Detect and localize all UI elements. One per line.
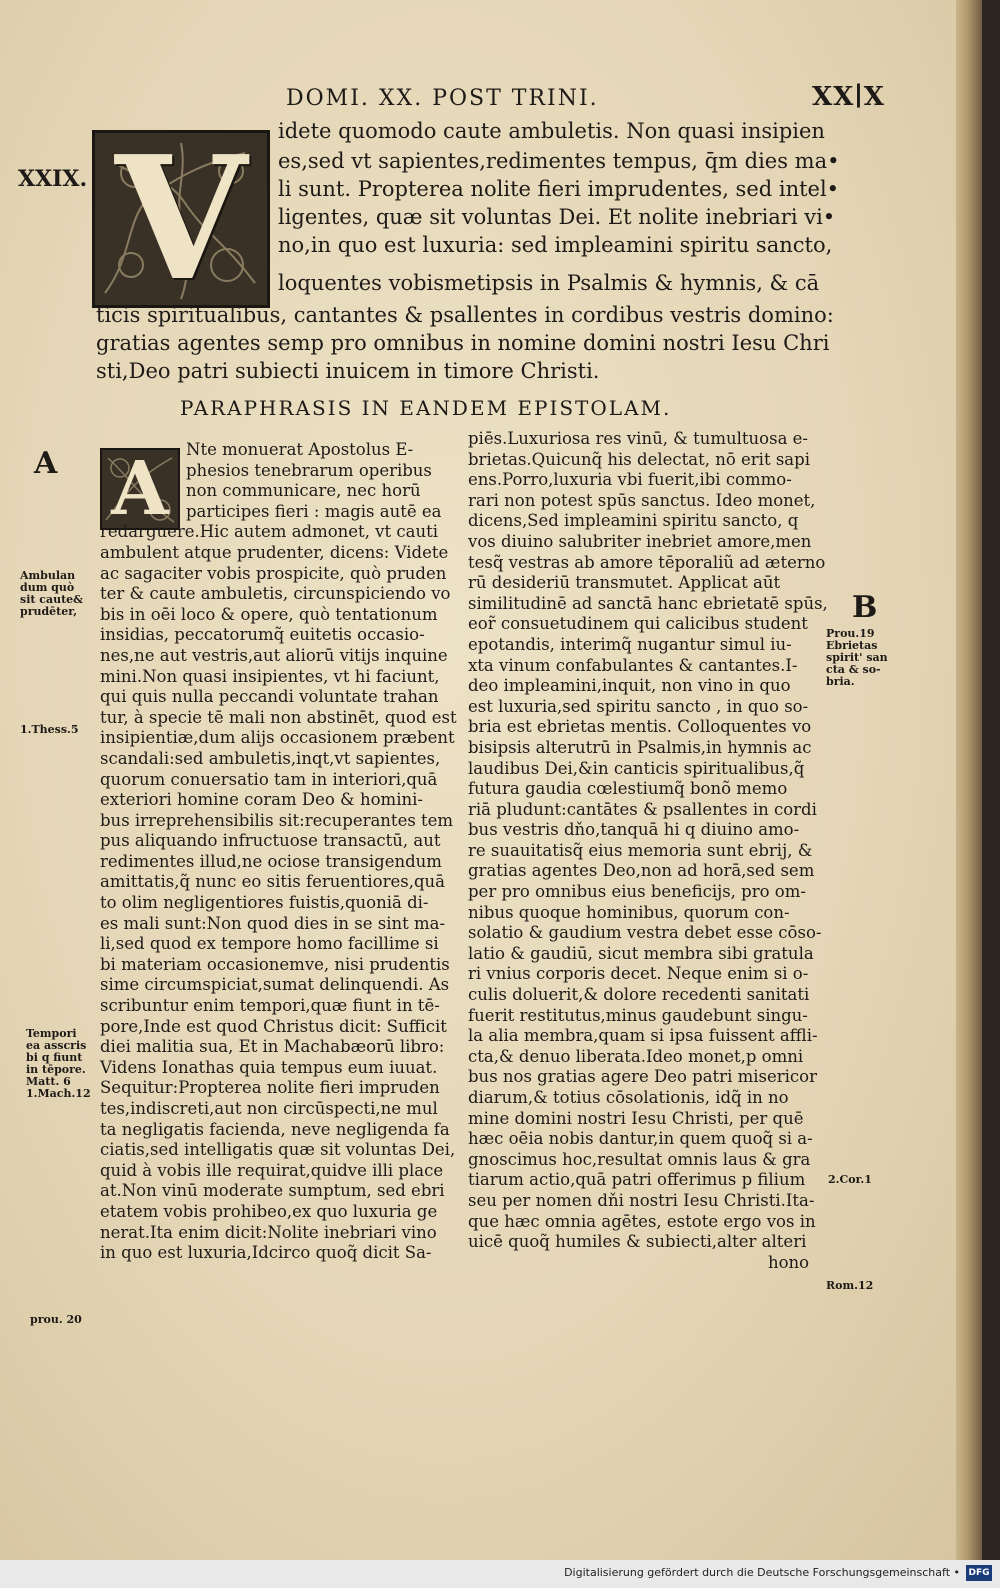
text-line: quorum conuersatio tam in interiori,quā	[100, 769, 438, 789]
epistle-line-4: ligentes, quæ sit voluntas Dei. Et nolite inebriari vi•	[278, 205, 836, 229]
funding-credit: Digitalisierung gefördert durch die Deutsche Forschungsgemeinschaft •	[564, 1566, 960, 1579]
text-line: es mali sunt:Non quod dies in se sint ma-	[100, 913, 446, 933]
text-line: uicē quoq̃ humiles & subiecti,alter alteri	[468, 1232, 807, 1252]
text-line: diarum,& totius cōsolationis, idq̃ in no	[468, 1088, 789, 1107]
text-line: in quo est luxuria,Idcirco quoq̃ dicit Sa-	[100, 1243, 432, 1263]
text-line: vos diuino salubriter inebriet amore,men	[468, 531, 812, 551]
text-line: insidias, peccatorumq̃ euitetis occasio-	[100, 625, 425, 645]
text-line: scandali:sed ambuletis,inqt,vt sapientes,	[100, 748, 441, 768]
text-line: pore,Inde est quod Christus dicit: Sufficit	[100, 1016, 447, 1036]
epistle-line-9: sti,Deo patri subiecti inuicem in timore Christi.	[96, 359, 600, 383]
text-line: est luxuria,sed spiritu sancto , in quo so-	[468, 696, 809, 716]
text-line: bria est ebrietas mentis. Colloquentes vo	[468, 717, 812, 737]
text-line: insipientiæ,dum alijs occasionem præbent	[100, 728, 455, 748]
text-line: ens.Porro,luxuria vbi fuerit,ibi commo-	[468, 470, 792, 490]
marginal-note-rom12: Rom.12	[826, 1279, 874, 1292]
text-line: Sequitur:Propterea nolite fieri impruden	[100, 1078, 440, 1098]
epistle-line-2: es,sed vt sapientes,redimentes tempus, q̄m dies ma•	[278, 149, 840, 173]
text-line: ambulent atque prudenter, dicens: Videte	[100, 542, 449, 562]
text-line: futura gaudia cœlestiumq̃ bonõ memo	[468, 779, 788, 799]
text-line: redarguere.Hic autem admonet, vt cauti	[100, 522, 438, 542]
text-line: tesq̃ vestras ab amore tēporaliũ ad æterno	[468, 552, 826, 572]
text-line: deo impleamini,inquit, non vino in quo	[468, 676, 791, 696]
decorated-initial-v	[92, 130, 270, 308]
text-line: piēs.Luxuriosa res vinū, & tumultuosa e-	[468, 429, 809, 448]
marginal-note-prou19: Prou.19 Ebrietas spirit' san cta & so- bria.	[826, 627, 888, 688]
text-line: bus irreprehensibilis sit:recuperantes tem	[100, 810, 454, 830]
epistle-line-7: ticis spiritualibus, cantantes & psallentes in cordibus vestris domino:	[96, 303, 834, 327]
text-line: eor̃ consuetudinem qui calicibus student	[468, 614, 808, 634]
epistle-line-8: gratias agentes semp pro omnibus in nomine domini nostri Iesu Chri	[96, 331, 830, 355]
text-line: qui quis nulla peccandi voluntate trahan	[100, 687, 439, 707]
text-line: culis doluerit,& dolore recedenti sanitati	[468, 985, 810, 1005]
text-line: mine domini nostri Iesu Christi, per quē	[468, 1108, 804, 1128]
text-line: gnoscimus hoc,resultat omnis laus & gra	[468, 1149, 811, 1169]
text-line: rari non potest spūs sanctus. Ideo monet,	[468, 490, 816, 510]
text-line: phesios tenebrarum operibus	[186, 460, 432, 480]
paraphrase-right-column	[468, 429, 828, 1273]
section-number: XXIX.	[18, 166, 88, 192]
text-line: la alia membra,quam si ipsa fuissent affli-	[468, 1026, 818, 1046]
text-line: ri vnius corporis decet. Neque enim si o-	[468, 964, 809, 984]
text-line: pus aliquando infructuose transactū, aut	[100, 831, 441, 851]
text-line: nibus quoque hominibus, quorum con-	[468, 902, 790, 922]
drop-cap-letter: A	[111, 448, 169, 530]
margin-letter-a: A	[34, 446, 58, 481]
text-line: gratias agentes Deo,non ad horā,sed sem	[468, 861, 815, 881]
dfg-logo: DFG	[966, 1565, 992, 1581]
folio-number: XX∣X	[812, 82, 885, 112]
text-line: ter & caute ambuletis, circunspiciendo vo	[100, 584, 451, 604]
text-line: bisipsis alterutrū in Psalmis,in hymnis ac	[468, 737, 812, 757]
text-line: tur, à specie tē mali non abstinēt, quod est	[100, 707, 457, 727]
text-line: cta,& denuo liberata.Ideo monet,p omni	[468, 1046, 804, 1066]
text-line: riā pludunt:cantātes & psallentes in cordi	[468, 799, 817, 819]
text-line: similitudinē ad sanctā hanc ebrietatē spūs,	[468, 593, 828, 613]
text-line: xta vinum confabulantes & cantantes.I-	[468, 655, 798, 675]
text-line: amittatis,q̃ nunc eo sitis feruentiores,quā	[100, 872, 445, 892]
text-line: latio & gaudiū, sicut membra sibi gratula	[468, 943, 814, 963]
text-line: redimentes illud,ne ociose transigendum	[100, 851, 442, 871]
text-line: bus nos gratias agere Deo patri misericor	[468, 1067, 817, 1087]
text-line: ta negligatis facienda, neve negligenda fa	[100, 1119, 450, 1139]
text-line: nes,ne aut vestris,aut aliorū vitijs inquine	[100, 645, 448, 665]
text-line: to olim negligentiores fuistis,quoniā di-	[100, 893, 429, 913]
text-line: nerat.Ita enim dicit:Nolite inebriari vino	[100, 1222, 437, 1242]
text-line: bis in oēi loco & opere, quò tentationum	[100, 604, 438, 624]
text-line: diei malitia sua, Et in Machabæorū libro:	[100, 1037, 445, 1057]
text-line: dicens,Sed impleamini spiritu sancto, q	[468, 511, 799, 531]
text-line: mini.Non quasi insipientes, vt hi faciunt,	[100, 666, 440, 686]
text-line: fuerit restitutus,minus gaudebunt singu-	[468, 1005, 808, 1025]
text-line: re suauitatisq̃ eius memoria sunt ebrij, &	[468, 840, 813, 860]
digitization-footer	[0, 1560, 1000, 1588]
marginal-note-ambulandum: Ambulan dum quò sit caute& prudēter,	[20, 569, 84, 618]
marginal-note-thess: 1.Thess.5	[20, 723, 79, 736]
text-line: brietas.Quicunq̃ his delectat, nō erit sapi	[468, 449, 810, 469]
running-title: DOMI. XX. POST TRINI.	[286, 86, 599, 111]
text-line: sime circumspiciat,sumat delinquendi. As	[100, 975, 450, 995]
text-line: li,sed quod ex tempore homo facillime si	[100, 934, 439, 954]
text-line: Nte monuerat Apostolus E-	[186, 440, 414, 459]
text-line: bus vestris dňo,tanquā hi q diuino amo-	[468, 820, 800, 840]
text-line: solatio & gaudium vestra debet esse cōso-	[468, 923, 822, 943]
page-edge-shadow	[956, 0, 982, 1560]
drop-cap-letter: V	[115, 130, 247, 308]
text-line: que hæc omnia agētes, estote ergo vos in	[468, 1211, 816, 1231]
text-line: bi materiam occasionemve, nisi prudentis	[100, 954, 450, 974]
text-line: hono	[768, 1252, 810, 1272]
text-line: hæc oēia nobis dantur,in quem quoq̃ si a-	[468, 1129, 813, 1149]
text-line: tes,indiscreti,aut non circūspecti,ne mul	[100, 1099, 438, 1118]
marginal-note-cor1: 2.Cor.1	[828, 1173, 872, 1186]
text-line: ac sagaciter vobis prospicite, quò pruden	[100, 563, 447, 583]
paraphrase-heading: PARAPHRASIS IN EANDEM EPISTOLAM.	[180, 396, 672, 420]
text-line: ciatis,sed intelligatis quæ sit voluntas Dei,	[100, 1140, 456, 1160]
marginal-note-tempori: Tempori ea asscris bi q fiunt in tēpore. Matt. 6 1.Mach.12	[26, 1027, 91, 1100]
text-line: Videns Ionathas quia tempus eum iuuat.	[100, 1057, 438, 1077]
text-line: participes fieri : magis autē ea	[186, 501, 442, 521]
text-line: laudibus Dei,&in canticis spiritualibus,q̃	[468, 758, 805, 778]
epistle-line-3: li sunt. Propterea nolite fieri imprudentes, sed intel•	[278, 177, 840, 201]
text-line: rū desideriū transmutet. Applicat aūt	[468, 573, 781, 593]
text-line: non communicare, nec horū	[186, 481, 421, 501]
marginal-note-prou20: prou. 20	[30, 1313, 82, 1326]
text-line: seu per nomen dňi nostri Iesu Christi.Ita-	[468, 1190, 815, 1210]
text-line: quid à vobis ille requirat,quidve illi place	[100, 1160, 444, 1180]
text-line: scribuntur enim tempori,quæ fiunt in tē-	[100, 996, 440, 1016]
text-line: tiarum actio,quā patri offerimus p filium	[468, 1170, 806, 1190]
text-line: per pro omnibus eius beneficijs, pro om-	[468, 882, 806, 902]
paraphrase-left-column	[100, 440, 457, 1264]
margin-letter-b: B	[852, 590, 878, 625]
epistle-line-5: no,in quo est luxuria: sed impleamini spiritu sancto,	[278, 233, 833, 257]
text-line: exteriori homine coram Deo & homini-	[100, 790, 423, 810]
epistle-line-1: idete quomodo caute ambuletis. Non quasi insipien	[278, 119, 825, 143]
epistle-line-6: loquentes vobismetipsis in Psalmis & hymnis, & cā	[278, 271, 820, 295]
text-line: etatem vobis prohibeo,ex quo luxuria ge	[100, 1201, 438, 1221]
text-line: at.Non vinū moderate sumptum, sed ebri	[100, 1181, 445, 1201]
text-line: epotandis, interimq̃ nugantur simul iu-	[468, 634, 792, 654]
